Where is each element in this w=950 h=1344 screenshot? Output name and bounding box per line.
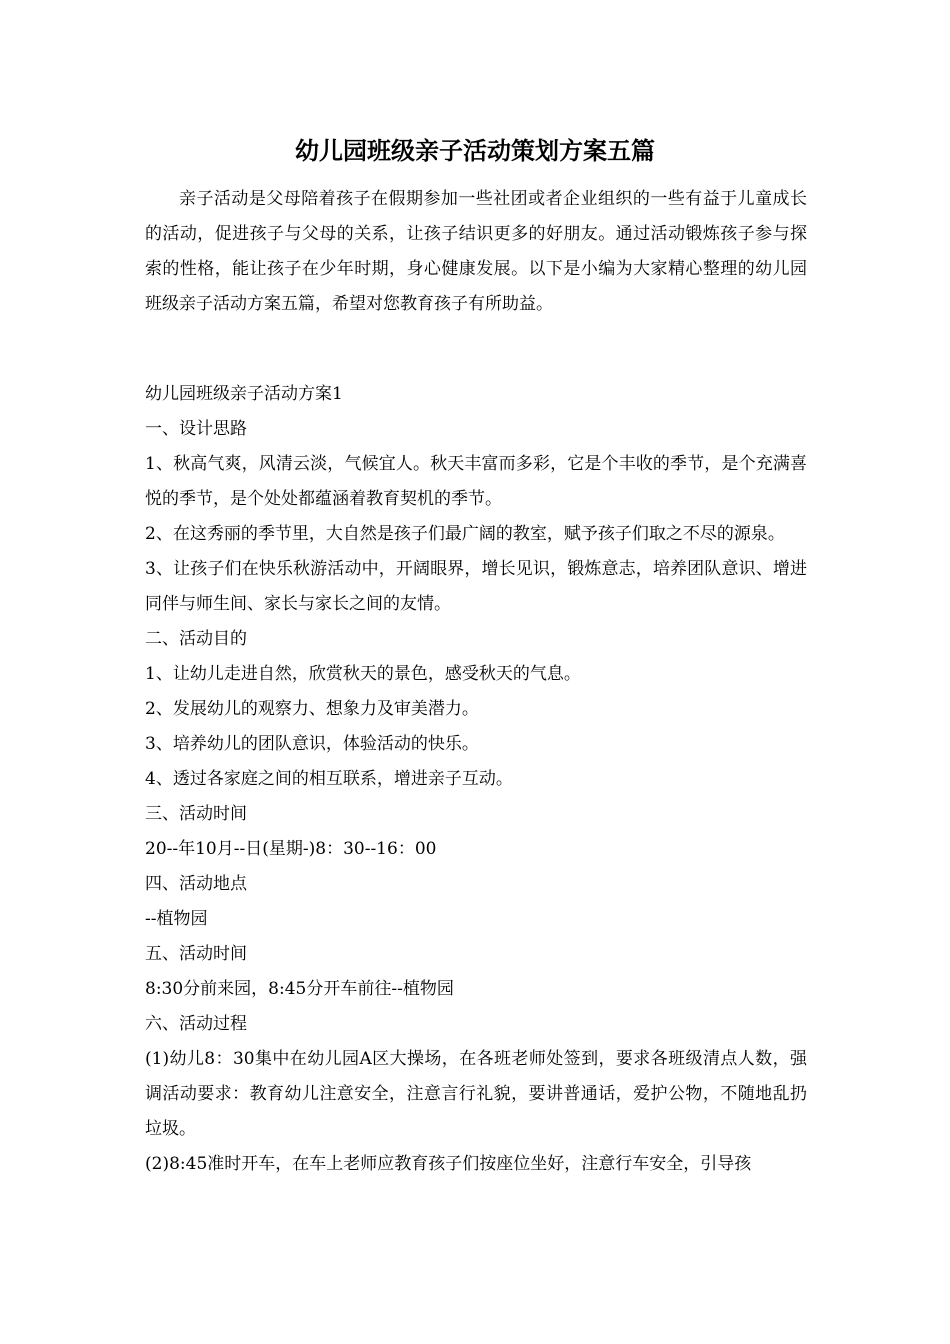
paragraph-design-1: 1、秋高气爽，风清云淡，气候宜人。秋天丰富而多彩，它是个丰收的季节，是个充满喜悦的季节，是个处处都蕴涵着教育契机的季节。 bbox=[145, 454, 807, 509]
heading-activity-goals: 二、活动目的 bbox=[145, 629, 247, 649]
heading-activity-schedule: 五、活动时间 bbox=[145, 944, 247, 964]
heading-activity-time: 三、活动时间 bbox=[145, 804, 247, 824]
paragraph-goal-3: 3、培养幼儿的团队意识，体验活动的快乐。 bbox=[145, 734, 479, 754]
paragraph-design-3: 3、让孩子们在快乐秋游活动中，开阔眼界，增长见识，锻炼意志，培养团队意识、增进同伴与师生间、家长与家长之间的友情。 bbox=[145, 559, 807, 614]
paragraph-activity-schedule: 8:30分前来园，8:45分开车前往--植物园 bbox=[145, 979, 454, 999]
document-title: 幼儿园班级亲子活动策划方案五篇 bbox=[295, 137, 655, 165]
paragraph-spacer bbox=[145, 357, 807, 377]
paragraph-activity-date: 20--年10月--日(星期-)8：30--16：00 bbox=[145, 839, 437, 859]
intro-paragraph: 亲子活动是父母陪着孩子在假期参加一些社团或者企业组织的一些有益于儿童成长的活动，促进孩子与父母的关系，让孩子结识更多的好朋友。通过活动锻炼孩子参与探索的性格，能让孩子在少年时期，身心健康发展。以下是小编为大家精心整理的幼儿园班级亲子活动方案五篇，希望对您教育孩子有所助益。 bbox=[145, 189, 807, 314]
section-title: 幼儿园班级亲子活动方案1 bbox=[145, 384, 343, 404]
paragraph-process-1: (1)幼儿8：30集中在幼儿园A区大操场，在各班老师处签到，要求各班级清点人数，强调活动要求：教育幼儿注意安全，注意言行礼貌，要讲普通话，爱护公物，不随地乱扔垃圾。 bbox=[145, 1049, 807, 1139]
heading-activity-process: 六、活动过程 bbox=[145, 1014, 247, 1034]
paragraph-design-2: 2、在这秀丽的季节里，大自然是孩子们最广阔的教室，赋予孩子们取之不尽的源泉。 bbox=[145, 524, 785, 544]
paragraph-process-2: (2)8:45准时开车，在车上老师应教育孩子们按座位坐好，注意行车安全，引导孩 bbox=[145, 1154, 752, 1174]
heading-design-ideas: 一、设计思路 bbox=[145, 419, 247, 439]
heading-activity-location: 四、活动地点 bbox=[145, 874, 247, 894]
paragraph-goal-4: 4、透过各家庭之间的相互联系，增进亲子互动。 bbox=[145, 769, 513, 789]
paragraph-activity-location: --植物园 bbox=[145, 909, 208, 929]
paragraph-goal-2: 2、发展幼儿的观察力、想象力及审美潜力。 bbox=[145, 699, 479, 719]
paragraph-goal-1: 1、让幼儿走进自然，欣赏秋天的景色，感受秋天的气息。 bbox=[145, 664, 581, 684]
intro-section bbox=[145, 182, 807, 357]
document-body bbox=[145, 182, 807, 1182]
